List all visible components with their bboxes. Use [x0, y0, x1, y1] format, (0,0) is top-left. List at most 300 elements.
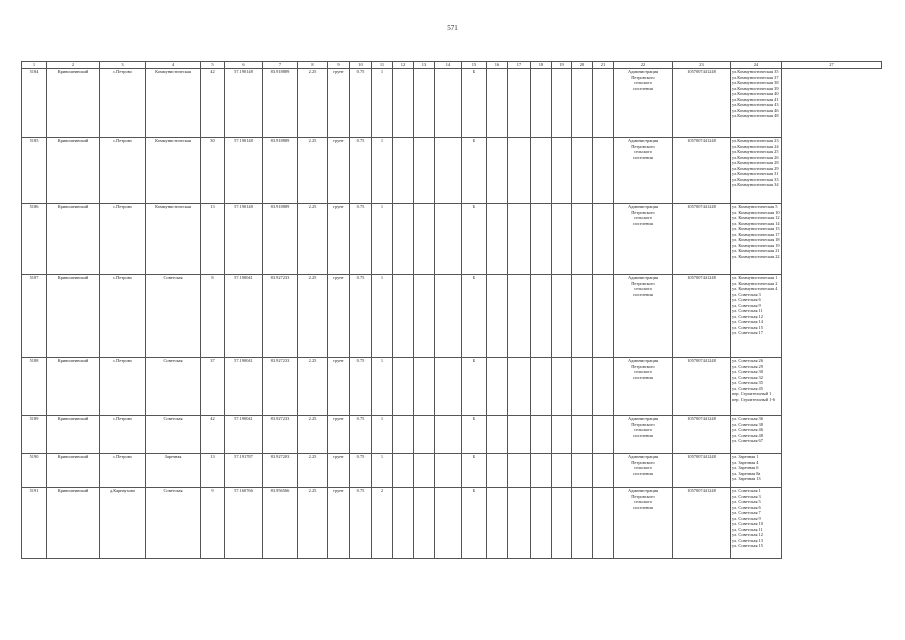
cell-area: 0.75	[350, 454, 372, 488]
cell-latitude: 57.190148	[225, 69, 263, 138]
address-line: ул. Коммунистическая 4	[732, 286, 778, 292]
cell-width: 2.25	[298, 138, 328, 204]
address-line: ул. Коммунистическая 1	[732, 275, 778, 280]
cell-id: 5187	[22, 275, 47, 358]
cell-street: Коммунистическая	[146, 204, 201, 275]
cell-id: 5190	[22, 454, 47, 488]
address-line: ул.Коммунистическая 40	[732, 91, 779, 97]
column-header: 6	[225, 62, 263, 69]
address-line: ул. Советская 46	[732, 427, 763, 433]
cell-district: Кривошеинский	[47, 358, 100, 416]
cell-empty	[487, 358, 508, 416]
cell-width: 2.25	[298, 275, 328, 358]
column-header: 11	[372, 62, 393, 69]
address-line: ул. Коммунистическая 2	[732, 280, 778, 286]
cell-surface: грунт	[328, 138, 350, 204]
owner-line: Администрация	[627, 204, 659, 209]
cell-empty	[487, 138, 508, 204]
cell-latitude: 57.190148	[225, 138, 263, 204]
address-line: ул. Коммунистическая 22	[732, 253, 780, 259]
owner-line: сельского	[633, 499, 653, 505]
column-header: 14	[435, 62, 462, 69]
cell-latitude: 57.190041	[225, 358, 263, 416]
owner-line: Петровского	[631, 143, 655, 149]
cell-addresses	[731, 488, 782, 559]
cell-empty	[487, 69, 508, 138]
cell-surface: грунт	[328, 69, 350, 138]
cell-count: 1	[372, 416, 393, 454]
cell-settlement: с.Петрово	[100, 204, 146, 275]
cell-empty	[435, 358, 462, 416]
cell-empty	[393, 204, 414, 275]
cell-width: 2.25	[298, 358, 328, 416]
address-line: ул.Коммунистическая 26	[732, 154, 779, 160]
cell-empty	[531, 416, 552, 454]
column-header: 16	[487, 62, 508, 69]
cell-addresses	[731, 416, 782, 454]
cell-district: Кривошеинский	[47, 416, 100, 454]
cell-empty	[414, 416, 435, 454]
cell-empty	[508, 488, 531, 559]
cell-house: 8	[201, 275, 225, 358]
cell-empty	[593, 454, 614, 488]
cell-empty	[508, 454, 531, 488]
address-line: ул. Советская 9	[732, 515, 761, 521]
column-header: 21	[593, 62, 614, 69]
cell-empty	[414, 204, 435, 275]
address-line: ул. Советская 17	[732, 330, 763, 336]
address-line: ул. Коммунистическая 10	[732, 209, 780, 215]
cell-ogrn: 1057007441248	[673, 358, 731, 416]
cell-settlement: с.Петрово	[100, 454, 146, 488]
owner-line: сельского	[633, 215, 653, 221]
column-header: 2	[47, 62, 100, 69]
column-header: 20	[572, 62, 593, 69]
address-line: ул. Советская 12	[732, 532, 763, 538]
cell-longitude: 83.956566	[263, 488, 298, 559]
column-header: 24	[731, 62, 782, 69]
cell-ogrn: 1057007441248	[673, 69, 731, 138]
address-line: ул. Заречная 13	[732, 476, 761, 482]
cell-area: 0.75	[350, 488, 372, 559]
address-line: ул. Советская 67	[732, 438, 763, 444]
cell-empty	[552, 416, 572, 454]
column-header: 1	[22, 62, 47, 69]
cell-category: Б	[462, 275, 487, 358]
cell-empty	[435, 69, 462, 138]
cell-empty	[435, 454, 462, 488]
table-row	[22, 358, 882, 416]
cell-id: 5186	[22, 204, 47, 275]
owner-line: сельского	[633, 369, 653, 375]
owner-line: поселения	[633, 470, 653, 476]
cell-longitude: 83.918889	[263, 69, 298, 138]
address-line: пер. Строительный 1	[732, 391, 772, 397]
cell-empty	[487, 488, 508, 559]
cell-empty	[414, 488, 435, 559]
owner-line: Администрация	[627, 358, 659, 363]
owner-line: сельского	[633, 465, 653, 471]
cell-area: 0.75	[350, 416, 372, 454]
address-line: ул.Коммунистическая 37	[732, 74, 779, 80]
cell-empty	[414, 138, 435, 204]
address-line: ул. Советская 38	[732, 421, 763, 427]
address-line: ул. Заречная 6	[732, 465, 759, 471]
cell-width: 2.25	[298, 488, 328, 559]
cell-empty	[531, 138, 552, 204]
header-row	[22, 62, 882, 69]
cell-street: Советская	[146, 416, 201, 454]
address-line: ул. Советская 15	[732, 324, 763, 330]
cell-house: 13	[201, 204, 225, 275]
owner-line: поселения	[633, 220, 653, 226]
address-line: ул. Заречная 1	[732, 454, 759, 459]
owner-line: поселения	[633, 432, 653, 438]
column-header: 23	[673, 62, 731, 69]
address-line: ул. Коммунистическая 17	[732, 231, 780, 237]
cell-owner	[614, 358, 673, 416]
cell-ogrn: 1057007441248	[673, 454, 731, 488]
cell-empty	[435, 204, 462, 275]
address-line: ул. Советская 7	[732, 510, 761, 516]
cell-latitude: 57.190041	[225, 275, 263, 358]
cell-settlement: д.Карнаухово	[100, 488, 146, 559]
cell-empty	[393, 416, 414, 454]
cell-longitude: 83.927233	[263, 416, 298, 454]
owner-line: сельского	[633, 80, 653, 86]
cell-width: 2.25	[298, 416, 328, 454]
cell-settlement: с.Петрово	[100, 416, 146, 454]
cell-owner	[614, 204, 673, 275]
address-line: ул.Коммунистическая 38	[732, 80, 779, 86]
cell-settlement: с.Петрово	[100, 69, 146, 138]
cell-empty	[487, 204, 508, 275]
cell-addresses	[731, 69, 782, 138]
cell-area: 0.75	[350, 138, 372, 204]
cell-empty	[572, 204, 593, 275]
column-header: 27	[782, 62, 882, 69]
cell-id: 5188	[22, 358, 47, 416]
cell-empty	[508, 416, 531, 454]
cell-count: 1	[372, 69, 393, 138]
cell-owner	[614, 416, 673, 454]
owner-line: поселения	[633, 291, 653, 297]
owner-line: Петровского	[631, 421, 655, 427]
address-line: ул.Коммунистическая 25	[732, 149, 779, 155]
cell-empty	[508, 275, 531, 358]
cell-area: 0.75	[350, 358, 372, 416]
cell-empty	[593, 275, 614, 358]
cell-district: Кривошеинский	[47, 488, 100, 559]
cell-street: Заречная	[146, 454, 201, 488]
cell-owner	[614, 275, 673, 358]
address-line: ул. Советская 30	[732, 369, 763, 375]
table-row	[22, 454, 882, 488]
cell-street: Советская	[146, 358, 201, 416]
address-line: ул. Советская 3	[732, 493, 761, 499]
address-line: ул.Коммунистическая 41	[732, 96, 779, 102]
cell-width: 2.25	[298, 204, 328, 275]
cell-id: 5184	[22, 69, 47, 138]
table-row	[22, 138, 882, 204]
column-header: 12	[393, 62, 414, 69]
address-line: ул. Советская 13	[732, 537, 763, 543]
column-header: 17	[508, 62, 531, 69]
address-line: ул. Советская 36	[732, 416, 763, 421]
address-line: ул. Заречная 8а	[732, 470, 761, 476]
cell-empty	[414, 275, 435, 358]
cell-empty	[572, 488, 593, 559]
cell-ogrn: 1057007441248	[673, 275, 731, 358]
cell-owner	[614, 488, 673, 559]
cell-district: Кривошеинский	[47, 204, 100, 275]
address-line: ул.Коммунистическая 28	[732, 160, 779, 166]
cell-empty	[393, 358, 414, 416]
cell-empty	[593, 358, 614, 416]
cell-house: 37	[201, 358, 225, 416]
cell-empty	[531, 358, 552, 416]
cell-count: 1	[372, 358, 393, 416]
cell-addresses	[731, 454, 782, 488]
cell-category: Б	[462, 69, 487, 138]
cell-empty	[435, 138, 462, 204]
cell-house: 13	[201, 454, 225, 488]
cell-surface: грунт	[328, 416, 350, 454]
cell-ogrn: 1057007441248	[673, 488, 731, 559]
cell-house: 42	[201, 69, 225, 138]
cell-empty	[435, 488, 462, 559]
cell-latitude: 57.160766	[225, 488, 263, 559]
address-line: ул. Коммунистическая 14	[732, 220, 780, 226]
cell-district: Кривошеинский	[47, 275, 100, 358]
cell-settlement: с.Петрово	[100, 358, 146, 416]
address-line: ул. Советская 32	[732, 374, 763, 380]
cell-category: Б	[462, 488, 487, 559]
address-line: пер. Строительный 1-6	[732, 396, 775, 402]
column-header: 7	[263, 62, 298, 69]
cell-surface: грунт	[328, 204, 350, 275]
address-line: ул. Советская 29	[732, 363, 763, 369]
cell-longitude: 83.927203	[263, 454, 298, 488]
cell-empty	[508, 204, 531, 275]
cell-area: 0.75	[350, 275, 372, 358]
cell-empty	[552, 204, 572, 275]
owner-line: Администрация	[627, 416, 659, 421]
address-line: ул. Советская 6	[732, 297, 761, 303]
address-line: ул.Коммунистическая 43	[732, 102, 779, 108]
cell-empty	[531, 275, 552, 358]
table-row	[22, 275, 882, 358]
cell-id: 5185	[22, 138, 47, 204]
cell-empty	[393, 69, 414, 138]
cell-longitude: 83.927233	[263, 275, 298, 358]
table-row	[22, 204, 882, 275]
owner-line: поселения	[633, 374, 653, 380]
address-line: ул. Советская 15	[732, 543, 763, 549]
cell-owner	[614, 69, 673, 138]
cell-addresses	[731, 275, 782, 358]
cell-empty	[572, 358, 593, 416]
cell-empty	[435, 416, 462, 454]
column-header: 19	[552, 62, 572, 69]
owner-line: поселения	[633, 85, 653, 91]
cell-empty	[508, 69, 531, 138]
cell-count: 1	[372, 204, 393, 275]
cell-category: Б	[462, 138, 487, 204]
owner-line: Петровского	[631, 363, 655, 369]
address-line: ул. Советская 10	[732, 521, 763, 527]
cell-empty	[531, 488, 552, 559]
cell-count: 1	[372, 275, 393, 358]
cell-street: Советская	[146, 275, 201, 358]
address-line: ул.Коммунистическая 24	[732, 143, 779, 149]
cell-area: 0.75	[350, 204, 372, 275]
cell-empty	[393, 488, 414, 559]
cell-empty	[487, 416, 508, 454]
column-header: 8	[298, 62, 328, 69]
cell-area: 0.75	[350, 69, 372, 138]
owner-line: сельского	[633, 427, 653, 433]
owner-line: сельского	[633, 286, 653, 292]
owner-line: Администрация	[627, 275, 659, 280]
cell-empty	[572, 454, 593, 488]
cell-empty	[414, 69, 435, 138]
page-number: 571	[447, 24, 458, 32]
cell-owner	[614, 138, 673, 204]
cell-surface: грунт	[328, 488, 350, 559]
cell-empty	[552, 454, 572, 488]
table-row	[22, 69, 882, 138]
address-line: ул. Советская 12	[732, 313, 763, 319]
address-line: ул. Советская 11	[732, 308, 763, 314]
cell-empty	[508, 138, 531, 204]
cell-addresses	[731, 358, 782, 416]
cell-district: Кривошеинский	[47, 138, 100, 204]
cell-surface: грунт	[328, 358, 350, 416]
owner-line: Петровского	[631, 74, 655, 80]
address-line: ул. Советская 6	[732, 504, 761, 510]
address-line: ул. Коммунистическая 15	[732, 226, 780, 232]
cell-street: Коммунистическая	[146, 138, 201, 204]
address-line: ул. Советская 26	[732, 358, 763, 363]
cell-empty	[414, 454, 435, 488]
owner-line: Администрация	[627, 454, 659, 459]
address-line: ул. Коммунистическая 18	[732, 237, 780, 243]
cell-empty	[552, 138, 572, 204]
cell-empty	[531, 69, 552, 138]
cell-latitude: 57.190041	[225, 416, 263, 454]
cell-ogrn: 1057007441248	[673, 416, 731, 454]
address-line: ул. Советская 11	[732, 526, 763, 532]
address-line: ул.Коммунистическая 31	[732, 171, 779, 177]
cell-category: Б	[462, 454, 487, 488]
owner-line: Администрация	[627, 488, 659, 493]
address-line: ул. Коммунистическая 5	[732, 204, 778, 209]
cell-empty	[593, 69, 614, 138]
cell-house: 42	[201, 416, 225, 454]
address-line: ул. Советская 5	[732, 499, 761, 505]
cell-empty	[435, 275, 462, 358]
address-line: ул. Советская 45	[732, 385, 763, 391]
table-row	[22, 488, 882, 559]
cell-addresses	[731, 138, 782, 204]
cell-street: Коммунистическая	[146, 69, 201, 138]
cell-empty	[572, 275, 593, 358]
address-line: ул. Советская 35	[732, 380, 763, 386]
cell-category: Б	[462, 416, 487, 454]
address-line: ул. Советская 14	[732, 319, 763, 325]
cell-empty	[572, 138, 593, 204]
cell-count: 2	[372, 488, 393, 559]
cell-empty	[552, 275, 572, 358]
address-line: ул. Советская 1	[732, 488, 761, 493]
cell-empty	[593, 488, 614, 559]
cell-latitude: 57.190148	[225, 204, 263, 275]
cell-empty	[552, 488, 572, 559]
cell-empty	[487, 454, 508, 488]
column-header: 9	[328, 62, 350, 69]
owner-line: Петровского	[631, 209, 655, 215]
address-line: ул.Коммунистическая 48	[732, 113, 779, 119]
owner-line: поселения	[633, 504, 653, 510]
column-header: 10	[350, 62, 372, 69]
cell-longitude: 83.918889	[263, 138, 298, 204]
cell-empty	[552, 69, 572, 138]
cell-latitude: 57.191787	[225, 454, 263, 488]
cell-street: Советская	[146, 488, 201, 559]
column-header: 3	[100, 62, 146, 69]
cell-empty	[531, 454, 552, 488]
cell-surface: грунт	[328, 454, 350, 488]
cell-width: 2.25	[298, 69, 328, 138]
address-line: ул.Коммунистическая 33	[732, 176, 779, 182]
cell-category: Б	[462, 204, 487, 275]
owner-line: Петровского	[631, 493, 655, 499]
cell-id: 5189	[22, 416, 47, 454]
address-line: ул.Коммунистическая 46	[732, 107, 779, 113]
cell-longitude: 83.927233	[263, 358, 298, 416]
address-line: ул.Коммунистическая 35	[732, 69, 779, 74]
cell-empty	[572, 69, 593, 138]
cell-house: 30	[201, 138, 225, 204]
cell-empty	[593, 416, 614, 454]
address-line: ул. Коммунистическая 21	[732, 248, 780, 254]
cell-longitude: 83.918889	[263, 204, 298, 275]
cell-count: 1	[372, 138, 393, 204]
cell-ogrn: 1057007441248	[673, 204, 731, 275]
cell-addresses	[731, 204, 782, 275]
column-header: 18	[531, 62, 552, 69]
cell-settlement: с.Петрово	[100, 275, 146, 358]
cell-id: 5191	[22, 488, 47, 559]
cell-empty	[552, 358, 572, 416]
address-line: ул.Коммунистическая 34	[732, 182, 779, 188]
column-header: 4	[146, 62, 201, 69]
cell-category: Б	[462, 358, 487, 416]
owner-line: поселения	[633, 154, 653, 160]
address-line: ул. Советская 9	[732, 302, 761, 308]
cell-house: 9	[201, 488, 225, 559]
column-header: 22	[614, 62, 673, 69]
cell-owner	[614, 454, 673, 488]
cell-empty	[531, 204, 552, 275]
cell-empty	[393, 454, 414, 488]
address-line: ул. Заречная 4	[732, 459, 759, 465]
cell-width: 2.25	[298, 454, 328, 488]
address-line: ул.Коммунистическая 23	[732, 138, 779, 143]
address-line: ул. Советская 48	[732, 432, 763, 438]
cell-empty	[487, 275, 508, 358]
